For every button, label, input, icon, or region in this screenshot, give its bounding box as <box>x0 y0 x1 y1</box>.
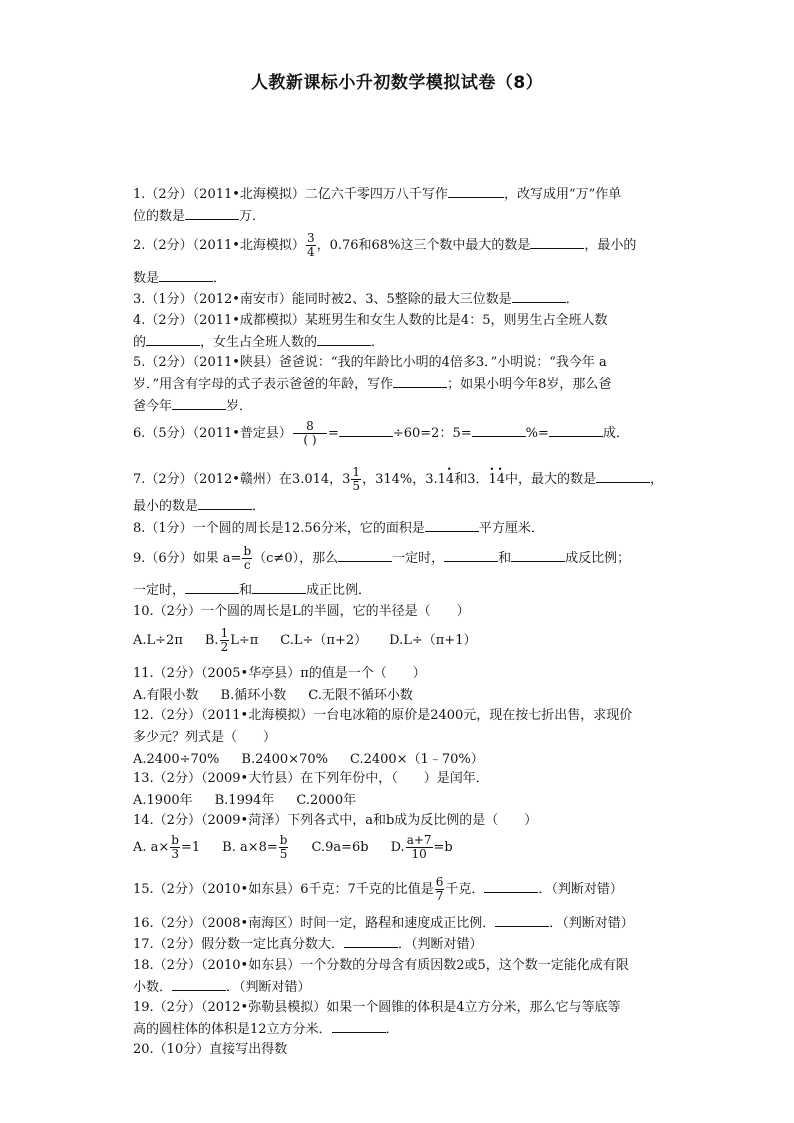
question-14 <box>133 810 663 832</box>
fraction <box>279 834 289 861</box>
option-label: B. <box>204 633 219 648</box>
answer-blank[interactable] <box>159 268 213 282</box>
fraction <box>351 466 361 493</box>
question-text: ，0.76和68%这三个数中最大的数是 <box>316 238 531 253</box>
answer-blank[interactable] <box>393 374 447 388</box>
repeating-digit: • 4 <box>497 469 505 491</box>
question-text: 最小的数是 <box>133 499 199 514</box>
answer-blank[interactable] <box>596 469 650 483</box>
page-title: 人教新课标小升初数学模拟试卷（8） <box>250 73 544 93</box>
question-text: 12.（2分）（2011•北海模拟）一台电冰箱的原价是2400元，现在按七折出售，求现价 <box>133 708 633 723</box>
question-text: 17.（2分）假分数一定比真分数大． <box>133 937 344 952</box>
question-text: 平方厘米． <box>478 521 544 536</box>
fraction <box>293 420 327 447</box>
question-text: 成反比例； <box>565 551 631 566</box>
question-20 <box>133 1039 663 1061</box>
question-text: ． <box>252 499 266 514</box>
question-15 <box>133 876 663 903</box>
fraction-numerator: 3 <box>306 231 315 245</box>
question-text: ，改写成用“万”作单 <box>503 187 622 202</box>
answer-blank[interactable] <box>185 206 239 220</box>
option-text: A. a× <box>133 840 170 855</box>
fraction <box>406 834 433 861</box>
answer-blank[interactable] <box>444 548 498 562</box>
answer-blank[interactable] <box>185 580 239 594</box>
question-6 <box>133 420 663 447</box>
option-text: =1 <box>180 840 201 855</box>
answer-blank[interactable] <box>198 496 252 510</box>
question-text: 的 <box>133 335 147 350</box>
question-5 <box>133 352 663 418</box>
question-text: 20.（10分）直接写出得数 <box>133 1042 288 1057</box>
option-text: B. a×8= <box>222 840 278 855</box>
fraction-numerator: 8 <box>293 420 327 434</box>
option-d[interactable] <box>391 834 453 861</box>
option-b[interactable] <box>205 627 258 654</box>
question-text: 16.（2分）（2008•南海区）时间一定，路程和速度成正比例． <box>133 916 496 931</box>
option-a[interactable]: A.有限小数 <box>133 688 199 703</box>
question-text: 万． <box>239 209 266 224</box>
answer-blank[interactable] <box>472 423 526 437</box>
fraction-denominator: 10 <box>411 847 427 861</box>
question-8 <box>133 518 663 540</box>
question-text: 1.（2分）（2011•北海模拟）二亿六千零四万八千写作 <box>133 187 448 202</box>
option-b[interactable] <box>222 834 289 861</box>
question-text: ，314%，3.1 <box>362 472 446 487</box>
option-c[interactable]: C.2000年 <box>296 793 357 808</box>
question-2 <box>133 232 663 259</box>
question-text: 一定时， <box>392 551 445 566</box>
question-text: 小数． <box>133 980 173 995</box>
question-2-cont <box>133 268 663 290</box>
question-text: 5.（2分）（2011•陕县）爸爸说：“我的年龄比小明的4倍多3．”小明说：“我今年 a <box>133 355 607 370</box>
question-text: 高的圆柱体的体积是12立方分米． <box>133 1022 332 1037</box>
option-c[interactable]: C.9a=6b <box>311 840 369 855</box>
question-text: ． <box>385 1022 399 1037</box>
option-a[interactable]: A.L÷2π <box>133 633 183 648</box>
question-text: 爸今年 <box>133 399 173 414</box>
question-text: 6.（5分）（2011•普定县） <box>133 426 292 441</box>
answer-blank[interactable] <box>549 423 603 437</box>
question-text: = <box>327 426 339 441</box>
option-d[interactable]: D.L÷（π+1） <box>389 633 477 648</box>
option-b[interactable]: B.2400×70% <box>241 752 328 767</box>
question-text: 成． <box>602 426 629 441</box>
fraction-denominator: c <box>243 558 251 572</box>
fraction <box>306 232 316 259</box>
question-text: 中，最大的数是 <box>505 472 597 487</box>
question-7-cont <box>133 496 663 518</box>
question-text: 19.（2分）（2012•弥勒县模拟）如果一个圆锥的体积是4立方分米，那么它与等底等 <box>133 1000 621 1015</box>
option-c[interactable]: C.无限不循环小数 <box>308 688 413 703</box>
question-text: ；如果小明今年8岁，那么爸 <box>447 377 612 392</box>
question-text: 和 <box>498 551 512 566</box>
fraction-numerator: b <box>171 833 179 847</box>
question-text: 3.（1分）（2012•南安市）能同时被2、3、5整除的最大三位数是 <box>133 292 512 307</box>
fraction-denominator: 4 <box>306 245 315 259</box>
question-text: 9.（6分）如果 a= <box>133 551 242 566</box>
answer-blank[interactable] <box>317 332 371 346</box>
question-4 <box>133 310 663 354</box>
answer-blank[interactable] <box>448 184 504 198</box>
question-text: 岁． <box>226 399 253 414</box>
fraction-denominator: 3 <box>171 847 179 861</box>
question-text: 成正比例． <box>306 583 372 598</box>
option-b[interactable]: B.循环小数 <box>220 688 287 703</box>
fraction-numerator: b <box>279 833 288 847</box>
question-text: ．（判断对错） <box>538 882 623 897</box>
question-text: ． <box>565 292 579 307</box>
question-19 <box>133 997 663 1041</box>
question-text: 18.（2分）（2010•如东县）一个分数的分母含有质因数2或5，这个数一定能化成有限 <box>133 958 629 973</box>
fraction-numerator: b <box>243 544 252 558</box>
option-text: D. <box>390 840 405 855</box>
question-text: ． <box>371 335 385 350</box>
repeating-digit: • 1 <box>488 469 496 491</box>
answer-blank[interactable] <box>338 548 392 562</box>
question-18 <box>133 955 663 999</box>
answer-blank[interactable] <box>484 879 538 893</box>
question-10-options <box>133 627 663 654</box>
question-12 <box>133 705 663 771</box>
fraction <box>220 627 230 654</box>
answer-blank[interactable] <box>530 235 584 249</box>
question-text: ．（判断对错） <box>397 937 483 952</box>
fraction-numerator: 1 <box>220 626 229 640</box>
question-text: 2.（2分）（2011•北海模拟） <box>133 238 305 253</box>
answer-blank[interactable] <box>332 1019 386 1033</box>
question-16 <box>133 913 663 935</box>
answer-blank[interactable] <box>425 518 479 532</box>
option-c[interactable]: C.L÷（π+2） <box>280 633 368 648</box>
fraction-denominator: 7 <box>435 889 444 903</box>
question-text: 和 <box>239 583 253 598</box>
question-text: 10.（2分）一个圆的周长是L的半圆，它的半径是（ ） <box>133 604 470 619</box>
fraction-numerator: a+7 <box>406 833 432 847</box>
question-13 <box>133 768 663 812</box>
option-b[interactable]: B.1994年 <box>214 793 275 808</box>
answer-blank[interactable] <box>252 580 306 594</box>
question-text: ， <box>650 472 664 487</box>
answer-blank[interactable] <box>172 977 226 991</box>
question-text: 11.（2分）（2005•华亭县）π的值是一个（ ） <box>133 666 426 681</box>
answer-blank[interactable] <box>172 396 226 410</box>
fraction <box>242 545 252 572</box>
answer-blank[interactable] <box>146 332 200 346</box>
question-9-cont <box>133 580 663 602</box>
fraction <box>435 876 445 903</box>
question-text: ，女生占全班人数的 <box>200 335 318 350</box>
fraction-denominator: ( ) <box>303 433 317 447</box>
question-text: 位的数是 <box>133 209 186 224</box>
question-text: 15.（2分）（2010•如东县）6千克：7千克的比值是 <box>133 882 434 897</box>
repeating-digit: • 4 <box>446 469 454 491</box>
question-11 <box>133 663 663 707</box>
fraction-numerator: 6 <box>435 875 444 889</box>
question-1 <box>133 184 663 228</box>
question-text: 一定时， <box>133 583 186 598</box>
option-a[interactable]: A.2400÷70% <box>133 752 220 767</box>
question-text: 岁．”用含有字母的式子表示爸爸的年龄，写作 <box>133 377 394 392</box>
fraction-denominator: 5 <box>352 479 361 493</box>
question-text: ． <box>213 271 227 286</box>
question-text: 7.（2分）（2012•赣州）在3.014，3 <box>133 472 351 487</box>
question-7 <box>133 466 663 493</box>
fraction-numerator: 1 <box>352 465 361 479</box>
question-text: 数是 <box>133 271 160 286</box>
question-text: %= <box>525 426 549 441</box>
fraction-denominator: 5 <box>279 847 288 861</box>
question-text: （c≠0），那么 <box>253 551 339 566</box>
question-text: 8.（1分）一个圆的周长是12.56分米，它的面积是 <box>133 521 425 536</box>
question-9 <box>133 545 663 572</box>
question-10 <box>133 601 663 623</box>
question-text: 13.（2分）（2009•大竹县）在下列年份中，（ ）是闰年． <box>133 771 489 786</box>
answer-blank[interactable] <box>511 548 565 562</box>
question-text: 千克． <box>445 882 485 897</box>
question-text: 4.（2分）（2011•成都模拟）某班男生和女生人数的比是4：5，则男生占全班人数 <box>133 313 608 328</box>
question-text: ．（判断对错） <box>226 980 311 995</box>
question-17 <box>133 934 663 956</box>
option-c[interactable]: C.2400×（1﹣70%） <box>349 752 484 767</box>
fraction-denominator: 2 <box>220 640 229 654</box>
option-a[interactable] <box>133 834 200 861</box>
question-text: 多少元？列式是（ ） <box>133 730 277 745</box>
question-14-options <box>133 834 663 861</box>
answer-blank[interactable] <box>344 934 398 948</box>
question-text: ．（判断对错） <box>549 916 634 931</box>
answer-blank[interactable] <box>512 289 566 303</box>
question-3 <box>133 289 663 311</box>
question-text: 14.（2分）（2009•菏泽）下列各式中，a和b成为反比例的是（ ） <box>133 813 538 828</box>
answer-blank[interactable] <box>339 423 393 437</box>
question-text: ÷60=2：5= <box>392 426 472 441</box>
question-text: ，最小的 <box>584 238 637 253</box>
answer-blank[interactable] <box>495 913 549 927</box>
option-text: =b <box>433 840 453 855</box>
option-text: L÷π <box>230 633 259 648</box>
fraction <box>170 834 180 861</box>
question-text: 和3． <box>454 472 489 487</box>
option-a[interactable]: A.1900年 <box>133 793 193 808</box>
